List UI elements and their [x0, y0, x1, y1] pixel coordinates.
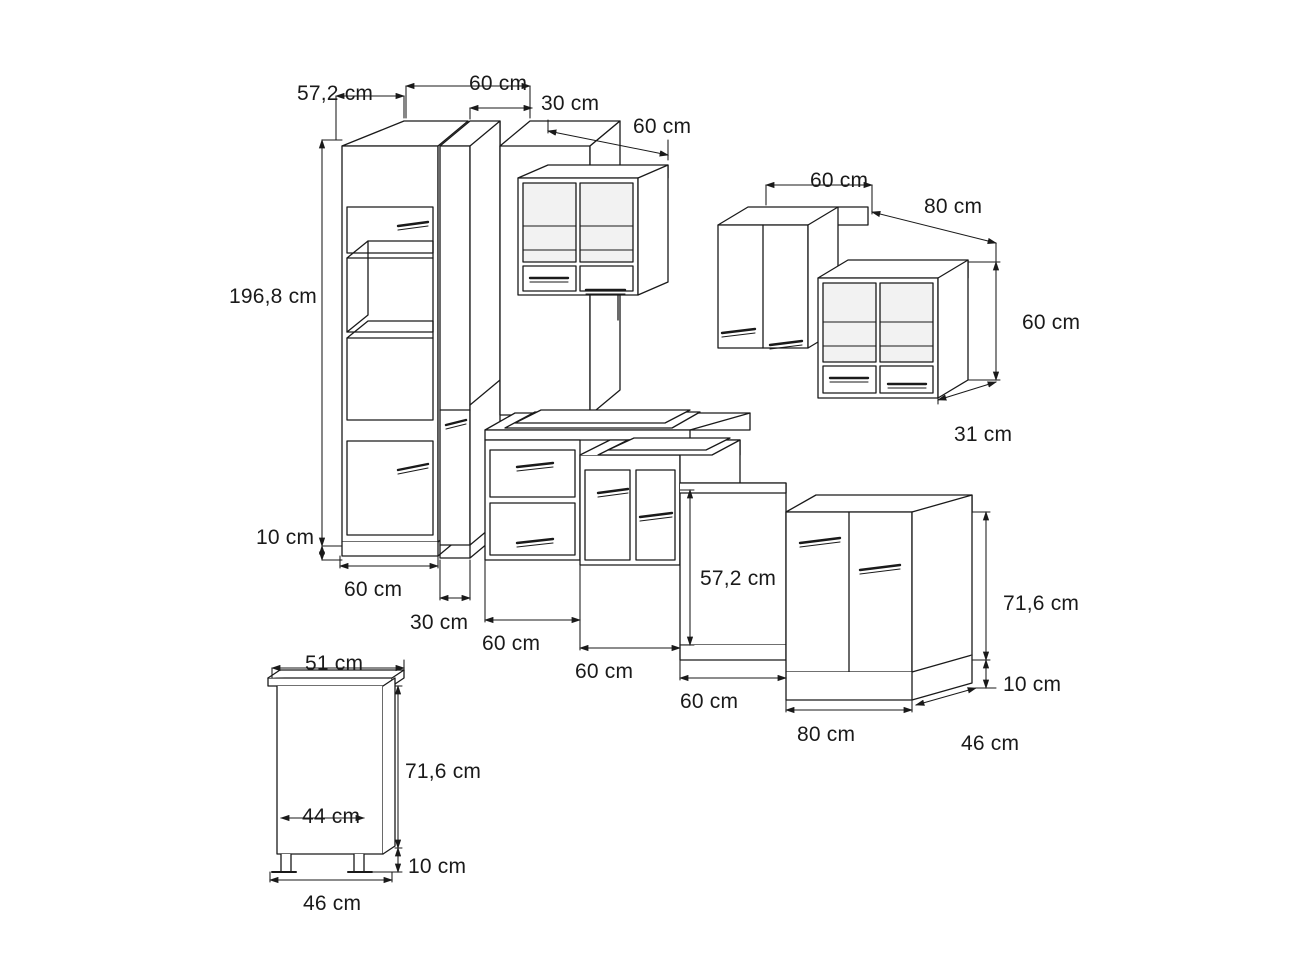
detail-side-view-cabinet — [268, 670, 404, 872]
dimension-label: 196,8 cm — [229, 285, 317, 308]
base-cabinet-right-80 — [786, 495, 972, 700]
dimension-label: 57,2 cm — [297, 82, 374, 105]
dimension-label: 71,6 cm — [405, 760, 482, 783]
dimension-label: 71,6 cm — [1003, 592, 1080, 615]
dimension-label: 31 cm — [954, 423, 1013, 446]
dimension-label: 46 cm — [961, 732, 1020, 755]
dimension-label: 51 cm — [305, 652, 364, 675]
dimension-label: 60 cm — [1022, 311, 1081, 334]
dimension-label: 60 cm — [344, 578, 403, 601]
dimension-label: 30 cm — [410, 611, 469, 634]
dimension-label: 30 cm — [541, 92, 600, 115]
wall-cabinet-group-right — [718, 207, 968, 398]
dimension-label: 60 cm — [633, 115, 692, 138]
dimension-label: 80 cm — [797, 723, 856, 746]
dimension-label: 80 cm — [924, 195, 983, 218]
dimension-label: 60 cm — [810, 169, 869, 192]
dimension-label: 46 cm — [303, 892, 362, 915]
dimension-label: 57,2 cm — [700, 567, 777, 590]
dimension-label: 60 cm — [680, 690, 739, 713]
dimension-label: 10 cm — [408, 855, 467, 878]
dimension-label: 44 cm — [302, 805, 361, 828]
dimension-label: 60 cm — [469, 72, 528, 95]
dimension-label: 60 cm — [575, 660, 634, 683]
dimension-label: 10 cm — [256, 526, 315, 549]
dimension-label: 10 cm — [1003, 673, 1062, 696]
dimension-label: 60 cm — [482, 632, 541, 655]
